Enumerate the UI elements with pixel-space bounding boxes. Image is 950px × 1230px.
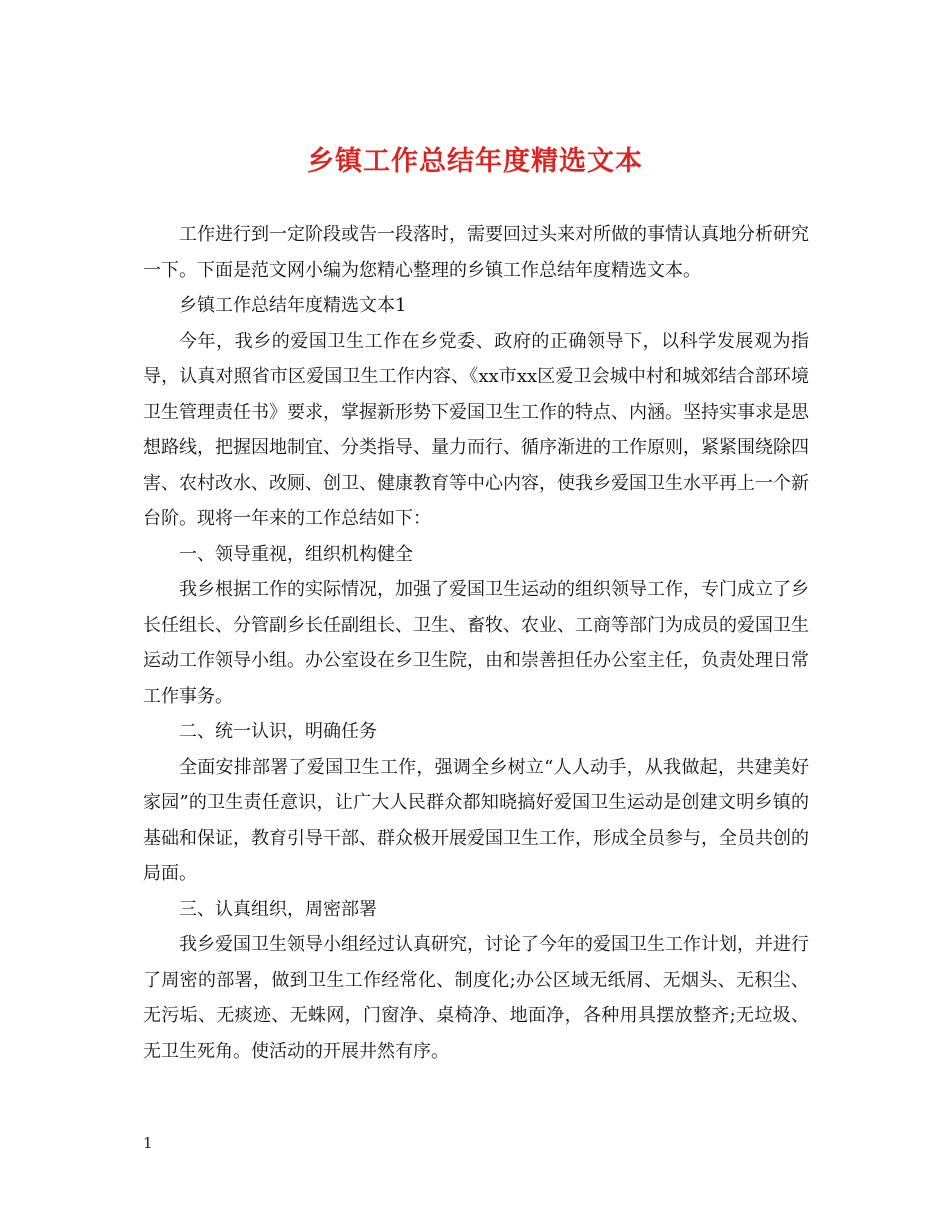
paragraph-heading-3: 三、认真组织，周密部署 (179, 898, 377, 920)
paragraph-intro: 工作进行到一定阶段或告一段落时，需要回过头来对所做的事情认真地分析研究一下。下面是范文网小编为您精心整理的乡镇工作总结年度精选文本。 (143, 224, 809, 281)
page-number: 1 (143, 1134, 153, 1152)
paragraph-heading-1: 一、领导重视，组织机构健全 (179, 543, 413, 565)
paragraph-body-1: 我乡根据工作的实际情况，加强了爱国卫生运动的组织领导工作，专门成立了乡长任组长、分管副乡长任副组长、卫生、畜牧、农业、工商等部门为成员的爱国卫生运动工作领导小组。办公室设在乡卫生院，由和崇善担任办公室主任，负责处理日常工作事务。 (143, 579, 809, 707)
paragraph-section-heading: 乡镇工作总结年度精选文本1 (179, 295, 407, 316)
document-title: 乡镇工作总结年度精选文本 (307, 146, 643, 177)
paragraph-body-2: 全面安排部署了爱国卫生工作，强调全乡树立“人人动手，从我做起，共建美好家园”的卫生责任意识，让广大人民群众都知晓搞好爱国卫生运动是创建文明乡镇的基础和保证，教育引导干部、群众极开展爱国卫生工作，形成全员参与，全员共创的局面。 (143, 756, 809, 884)
paragraph-body-3: 我乡爱国卫生领导小组经过认真研究，讨论了今年的爱国卫生工作计划，并进行了周密的部署，做到卫生工作经常化、制度化;办公区域无纸屑、无烟头、无积尘、无污垢、无痰迹、无蛛网，门窗净、桌椅净、地面净，各种用具摆放整齐;无垃圾、无卫生死角。使活动的开展井然有序。 (143, 934, 809, 1062)
document-body (143, 217, 809, 1069)
paragraph-heading-2: 二、统一认识，明确任务 (179, 721, 377, 742)
paragraph-overview: 今年，我乡的爱国卫生工作在乡党委、政府的正确领导下，以科学发展观为指导，认真对照省市区爱国卫生工作内容、《xx市xx区爱卫会城中村和城郊结合部环境卫生管理责任书》要求，掌握新形势下爱国卫生工作的特点、内涵。坚持实事求是思想路线，把握因地制宜、分类指导、量力而行、循序渐进的工作原则，紧紧围绕除四害、农村改水、改厕、创卫、健康教育等中心内容，使我乡爱国卫生水平再上一个新台阶。现将一年来的工作总结如下： (143, 330, 809, 529)
